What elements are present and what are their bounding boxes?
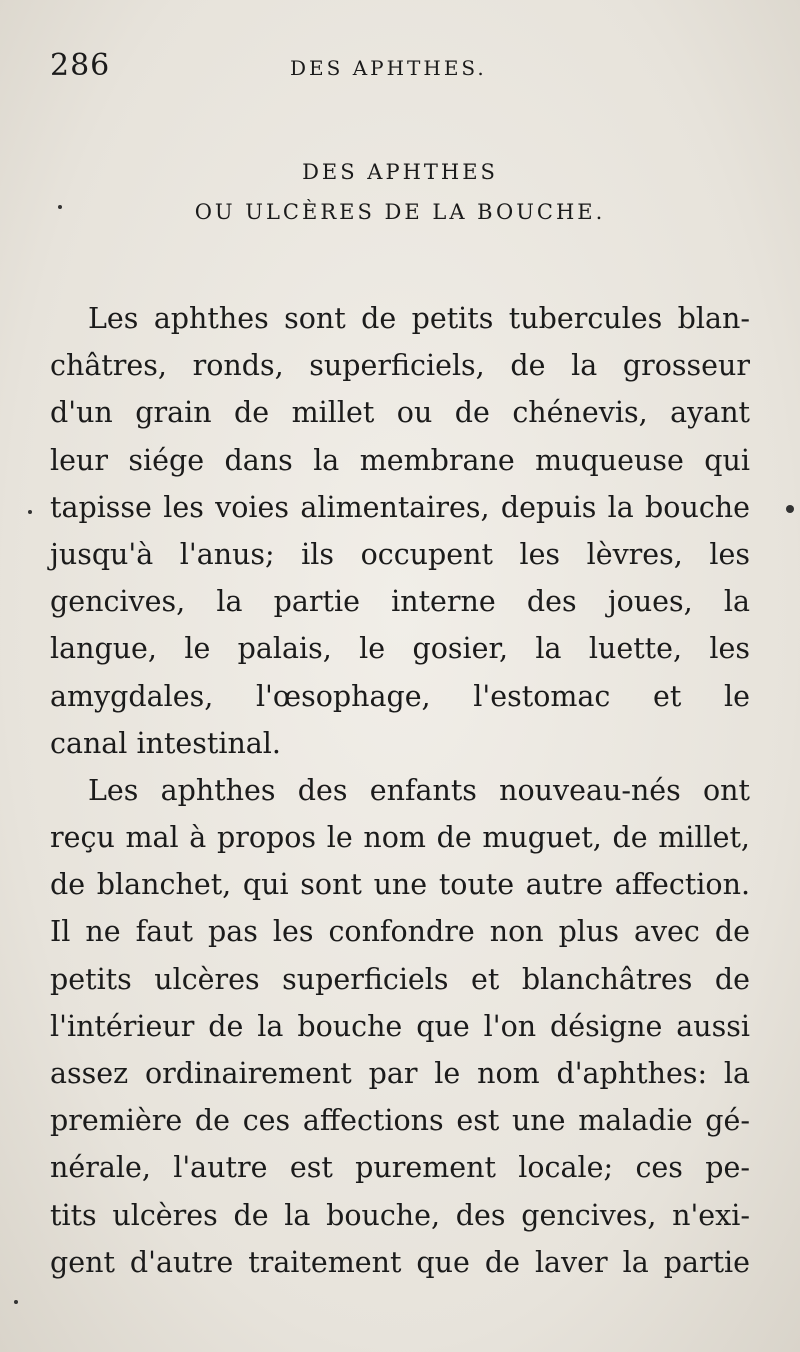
ink-speck	[786, 505, 794, 513]
section-title-line-2: OU ULCÈRES DE LA BOUCHE.	[194, 200, 606, 224]
text-line: l'intérieur de la bouche que l'on désigne aussi	[50, 1009, 750, 1043]
body-text	[50, 295, 750, 1286]
running-title: DES APHTHES.	[290, 56, 487, 80]
text-line: Les aphthes des enfants nouveau-nés ont	[88, 773, 750, 807]
show-through-texture	[40, 100, 760, 148]
text-line: amygdales, l'œsophage, l'estomac et le	[50, 679, 750, 713]
text-line: canal intestinal.	[50, 726, 281, 760]
text-line: de blanchet, qui sont une toute autre affection.	[50, 868, 750, 902]
text-line: petits ulcères superficiels et blanchâtres de	[50, 962, 750, 996]
text-line: première de ces affections est une maladie gé-	[50, 1104, 750, 1138]
text-line: reçu mal à propos le nom de muguet, de millet,	[50, 821, 750, 855]
text-line: Les aphthes sont de petits tubercules blan-	[88, 302, 750, 335]
text-line: langue, le palais, le gosier, la luette, les	[50, 632, 750, 666]
page-header	[50, 48, 750, 88]
page-number: 286	[50, 48, 111, 83]
text-line: gencives, la partie interne des joues, la	[50, 585, 750, 619]
ink-speck	[28, 510, 32, 514]
text-line: châtres, ronds, superficiels, de la grosseur	[50, 349, 750, 383]
text-line: leur siége dans la membrane muqueuse qui	[50, 443, 750, 477]
text-line: Il ne faut pas les confondre non plus avec de	[50, 915, 750, 949]
text-line: tapisse les voies alimentaires, depuis la bouche	[50, 490, 750, 524]
text-line: nérale, l'autre est purement locale; ces pe-	[50, 1151, 750, 1185]
text-line: d'un grain de millet ou de chénevis, ayant	[50, 396, 750, 430]
section-title-line-1: DES APHTHES	[302, 160, 498, 184]
text-line: assez ordinairement par le nom d'aphthes: la	[50, 1057, 750, 1090]
text-line: jusqu'à l'anus; ils occupent les lèvres, les	[50, 537, 750, 571]
ink-speck	[14, 1300, 18, 1304]
text-line: gent d'autre traitement que de laver la partie	[50, 1245, 750, 1279]
ink-speck	[58, 205, 62, 209]
text-line: tits ulcères de la bouche, des gencives, n'exi-	[50, 1198, 750, 1232]
